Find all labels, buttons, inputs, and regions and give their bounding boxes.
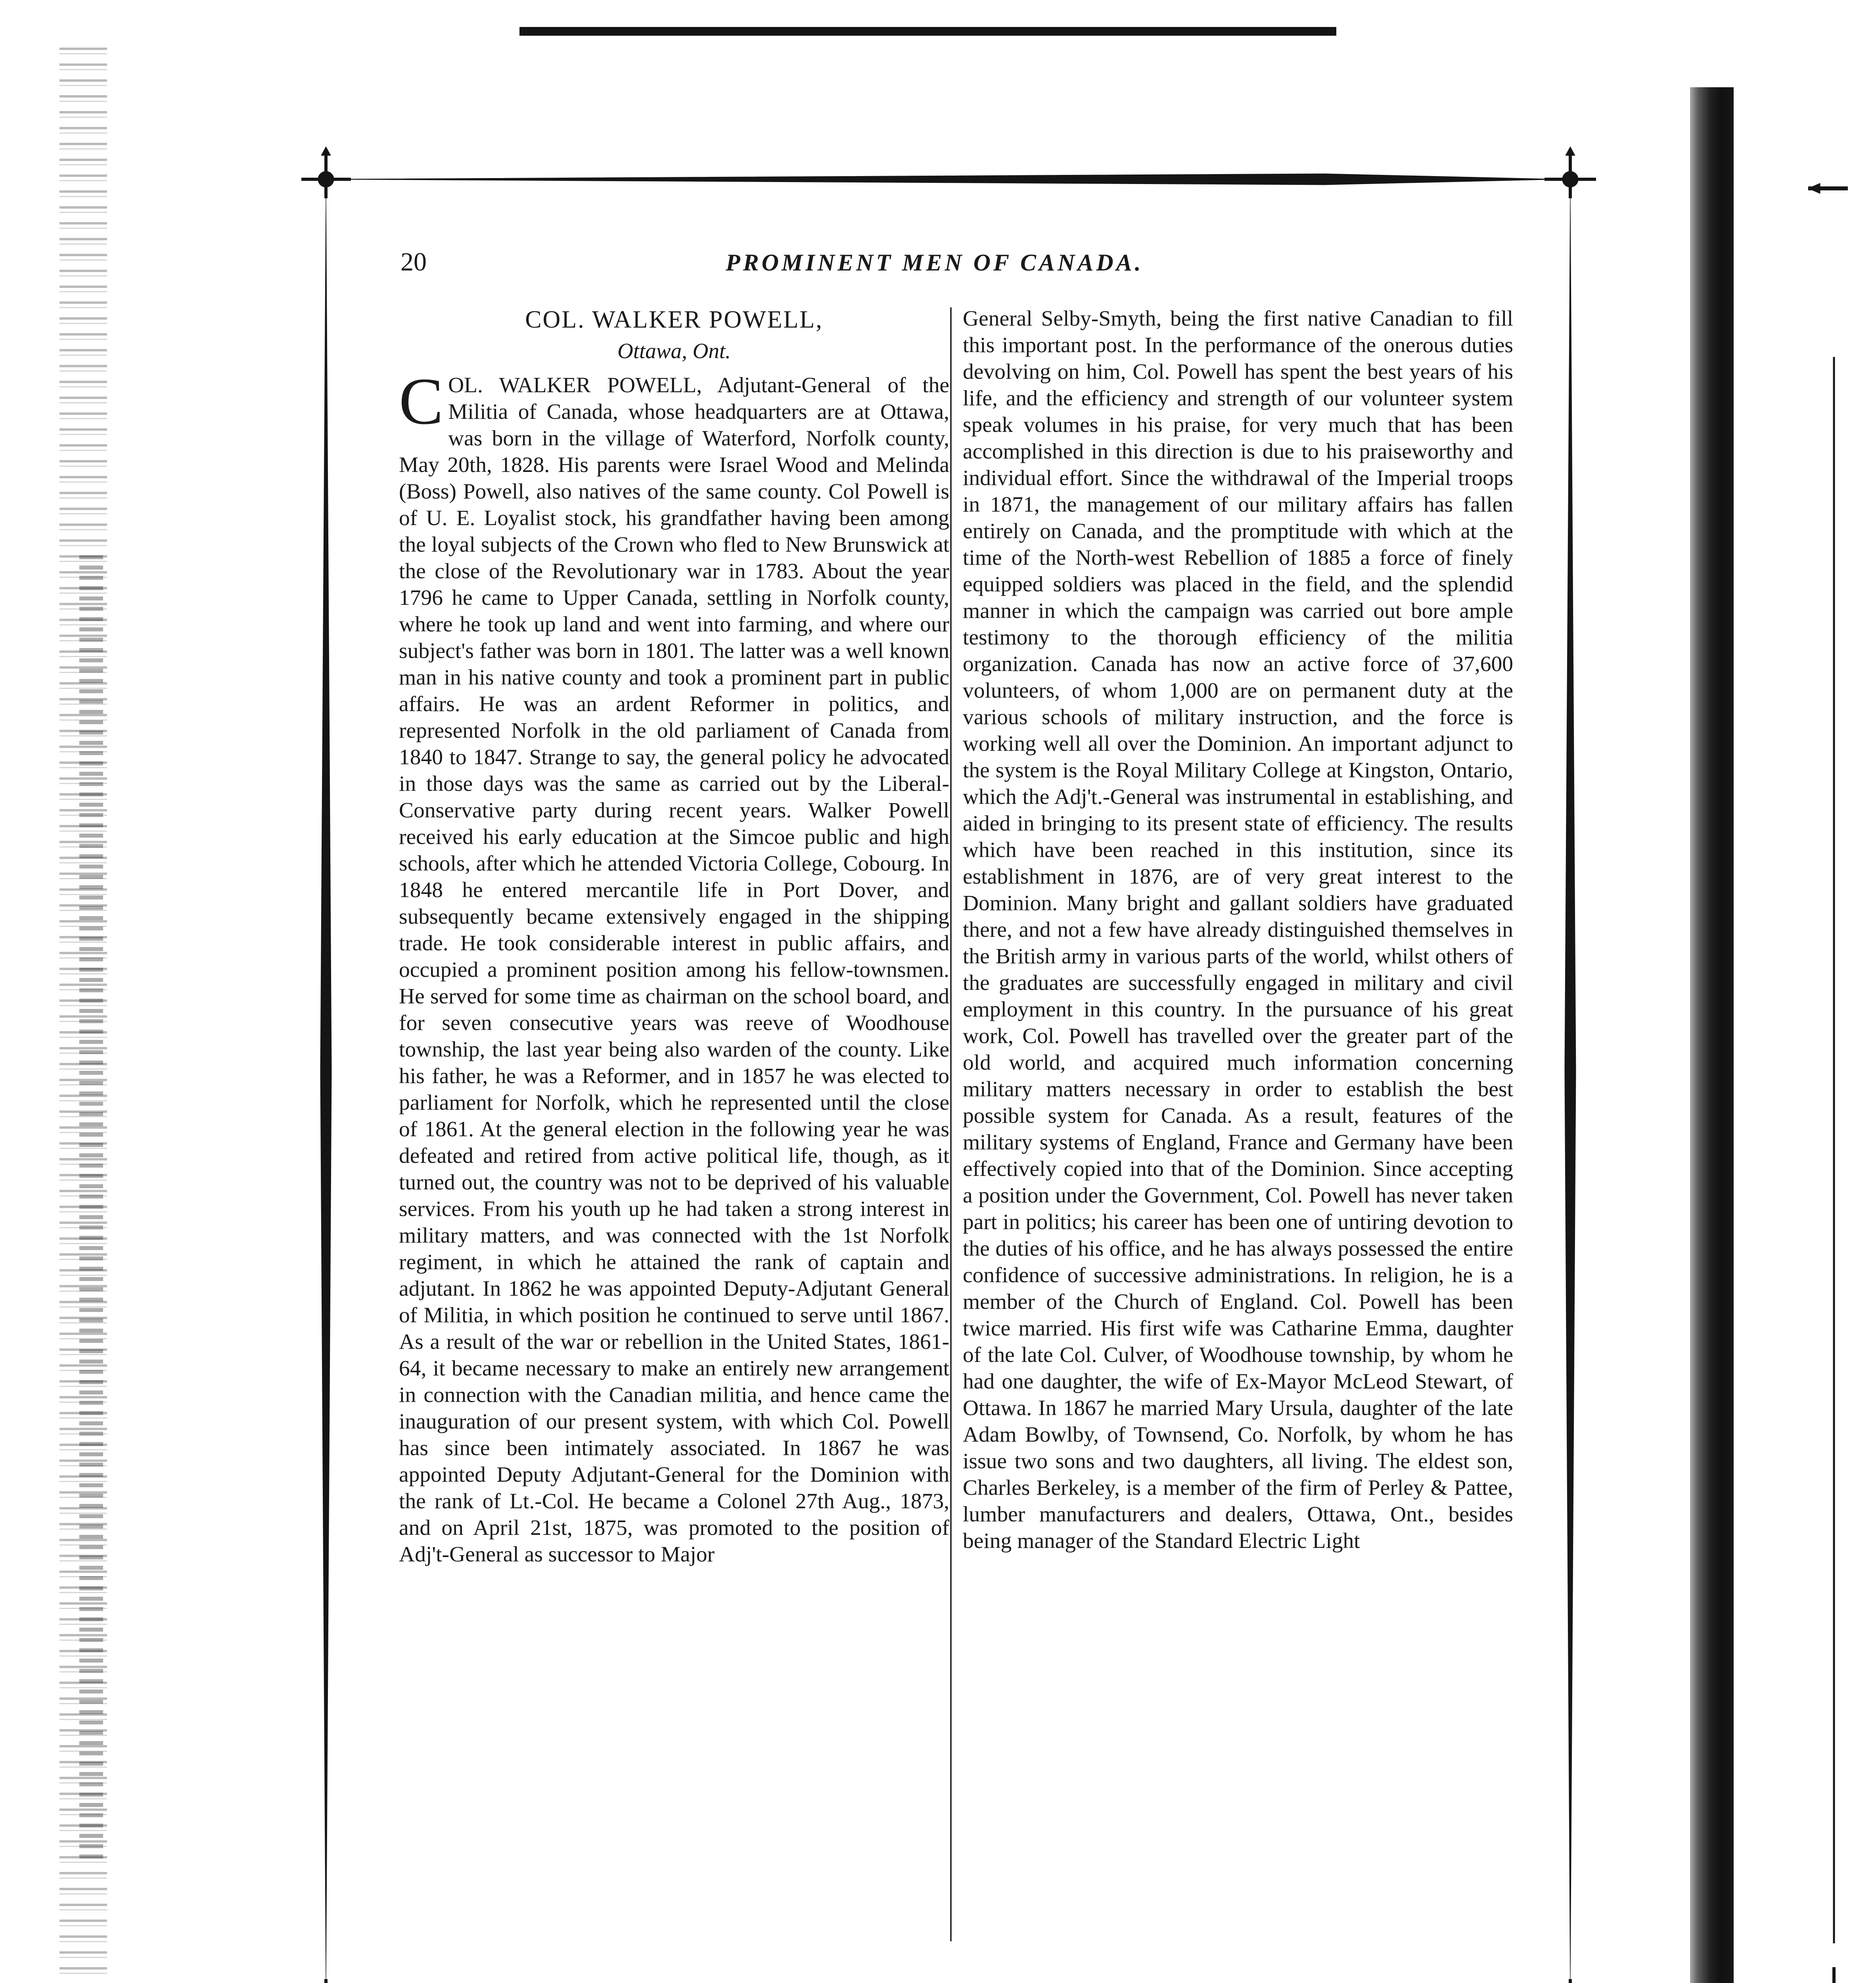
right-book-edge-shadow [1690, 87, 1734, 1983]
article-column-left [399, 305, 949, 1568]
frame-left-bar [320, 190, 332, 1983]
drop-cap: C [399, 364, 444, 438]
frame-corner-bottom-right [1544, 1979, 1596, 1983]
frame-corner-top-left [301, 147, 351, 198]
frame-right-bar [1565, 190, 1576, 1983]
article-location: Ottawa, Ont. [617, 339, 731, 363]
left-margin-bleed-through-dark [79, 555, 103, 1864]
facing-page-ornament-top [1808, 183, 1848, 194]
frame-corner-top-right [1544, 147, 1596, 198]
page-number: 20 [400, 247, 427, 276]
article-body-left [399, 364, 949, 1568]
column-divider [950, 307, 952, 1941]
top-scan-rule [519, 27, 1336, 36]
article-body-left-text: OL. WALKER POWELL, Adjutant-General of the Militia of Canada, whose headquarters are at Ottawa, was born in the village of Waterford, Norfolk county, May 20th, 1828. His parents were Israel Wood and Melinda (Boss) Powell, also natives of the same county. Col Powell is of U. E. Loyalist stock, his grandfather having been among the loyal subjects of the Crown who fled to New Brunswick at the close of the Revolutionary war in 1783. About the year 1796 he came to Upper Canada, settling in Norfolk county, where he took up land and went into farming, and where our subject's father was born in 1801. The latter was a well known man in his native county and took a prominent part in public affairs. He was an ardent Reformer in politics, and represented Norfolk in the old parliament of Canada from 1840 to 1847. Strange to say, the general policy he advocated in those days was the same as carried out by the Liberal-Conservative party during recent years. Walker Powell received his early education at the Simcoe public and high schools, after which he attended Victoria College, Cobourg. In 1848 he entered mercantile life in Port Dover, and subsequently became extensively engaged in the shipping trade. He took considerable interest in public affairs, and occupied a prominent position among his fellow-townsmen. He served for some time as chairman on the school board, and for seven consecutive years was reeve of Woodhouse township, the last year being also warden of the county. Like his father, he was a Reformer, and in 1857 he was elected to parliament for Norfolk, which he represented until the close of 1861. At the general election in the following year he was defeated and retired from active political life, though, as it turned out, the country was not to be deprived of his valuable services. From his youth up he had taken a strong interest in military matters, and was connected with the 1st Norfolk regiment, in which he attained the rank of captain and adjutant. In 1862 he was appointed Deputy-Adjutant General of Militia, in which position he continued to serve until 1867. As a result of the war or rebellion in the United States, 1861-64, it became necessary to make an entirely new arrangement in connection with the Canadian militia, and hence came the inauguration of our present system, with which Col. Powell has since been intimately associated. In 1867 he was appointed Deputy Adjutant-General for the Dominion with the rank of Lt.-Col. He became a Colonel 27th Aug., 1873, and on April 21st, 1875, was promoted to the position of Adj't-General as successor to Major [399, 373, 949, 1567]
frame-corner-bottom-left [301, 1979, 351, 1983]
facing-page-ornament-bottom [1808, 1967, 1864, 1983]
article-body-right: General Selby-Smyth, being the first native Canadian to fill this important post. In the performance of the onerous duties devolving on him, Col. Powell has spent the best years of his life, and the efficiency and strength of our volunteer system speak volumes in his praise, for very much that has been accomplished in this direction is due to his praiseworthy and individual effort. Since the withdrawal of the Imperial troops in 1871, the management of our military affairs has fallen entirely on Canada, and the promptitude with which at the time of the North-west Rebellion of 1885 a force of finely equipped soldiers was placed in the field, and the splendid manner in which the campaign was carried out bore ample testimony to the thorough efficiency of the militia organization. Canada has now an active force of 37,600 volunteers, of whom 1,000 are on permanent duty at the various schools of military instruction, and the force is working well all over the Dominion. An important adjunct to the system is the Royal Military College at Kingston, Ontario, which the Adj't.-General was instrumental in establishing, and aided in bringing to its present state of efficiency. The results which have been reached in this institution, since its establishment in 1876, are of very great interest to the Dominion. Many bright and gallant soldiers have graduated there, and not a few have already distinguished themselves in the British army in various parts of the world, whilst others of the graduates are successfully engaged in military and civil employment in this country. In the pursuance of his great work, Col. Powell has travelled over the greater part of the old world, and acquired much information concerning military matters necessary in order to establish the best possible system for Canada. As a result, features of the military systems of England, France and Germany have been effectively copied into that of the Dominion. Since accepting a position under the Government, Col. Powell has never taken part in politics; his career has been one of untiring devotion to the duties of his office, and he has always possessed the entire confidence of successive administrations. In religion, he is a member of the Church of England. Col. Powell has been twice married. His first wife was Catharine Emma, daughter of the late Col. Culver, of Woodhouse township, by whom he had one daughter, the wife of Ex-Mayor McLeod Stewart, of Ottawa. In 1867 he married Mary Ursula, daughter of the late Adam Bowlby, of Townsend, Co. Norfolk, by whom he has issue two sons and two daughters, all living. The eldest son, Charles Berkeley, is a member of the firm of Perley & Pattee, lumber manufacturers and dealers, Ottawa, Ont., besides being manager of the Standard Electric Light [963, 307, 1513, 1553]
frame-top-bar [309, 174, 1562, 185]
article-title: COL. WALKER POWELL, [525, 306, 823, 333]
article-column-right [963, 305, 1513, 1554]
running-head: PROMINENT MEN OF CANADA. [726, 249, 1144, 276]
